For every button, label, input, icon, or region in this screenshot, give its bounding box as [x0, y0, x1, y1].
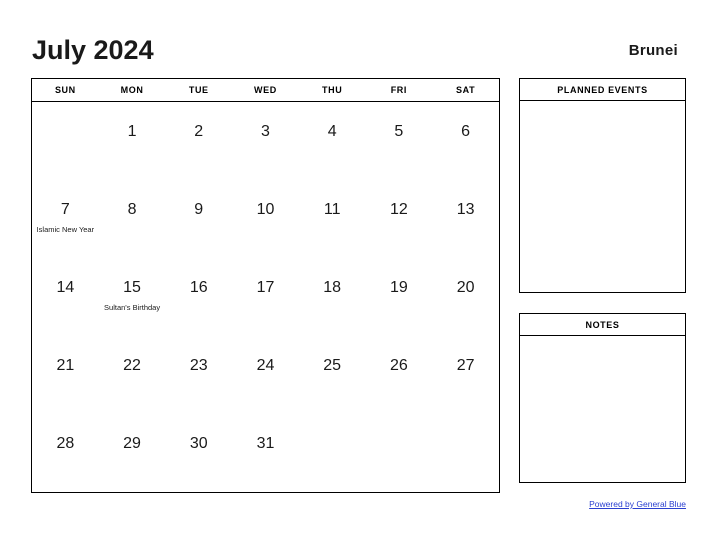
- day-event: [165, 452, 232, 459]
- notes-panel: [519, 313, 686, 483]
- day-event: [366, 218, 433, 225]
- day-number: [299, 414, 366, 436]
- day-event: [32, 124, 99, 131]
- day-event: [32, 452, 99, 459]
- day-number: 31: [256, 434, 275, 452]
- calendar-week-row: [32, 414, 499, 492]
- day-event: [366, 296, 433, 303]
- calendar-day-cell[interactable]: [99, 336, 166, 414]
- day-number: 16: [189, 278, 208, 296]
- day-event: [32, 374, 99, 381]
- day-event: [432, 296, 499, 303]
- calendar-day-cell[interactable]: [32, 336, 99, 414]
- footer: [519, 494, 686, 512]
- day-number: 2: [194, 123, 204, 140]
- day-number: 5: [394, 123, 404, 140]
- day-number: 18: [323, 278, 342, 296]
- calendar-day-cell[interactable]: [299, 102, 366, 180]
- weekday-header-sat: SAT: [432, 79, 499, 102]
- day-event: Islamic New Year: [36, 224, 95, 234]
- day-event: [432, 140, 499, 147]
- calendar-day-cell[interactable]: [32, 414, 99, 492]
- country-label: Brunei: [628, 41, 678, 59]
- day-event: [299, 374, 366, 381]
- calendar-day-cell[interactable]: [99, 180, 166, 258]
- day-event: [99, 374, 166, 381]
- day-number: 24: [256, 356, 275, 374]
- day-event: [99, 452, 166, 459]
- calendar-day-cell[interactable]: [366, 258, 433, 336]
- calendar-week-row: [32, 102, 499, 180]
- day-event: [165, 296, 232, 303]
- day-event: Sultan's Birthday: [104, 302, 161, 312]
- planned-events-panel: [519, 78, 686, 293]
- day-number: 17: [256, 278, 275, 296]
- day-number: [366, 414, 433, 436]
- day-number: 15: [123, 278, 141, 296]
- day-number: 1: [127, 123, 137, 140]
- day-number: 25: [323, 356, 342, 374]
- calendar-day-cell[interactable]: [432, 414, 499, 492]
- calendar-header-row: [32, 79, 499, 102]
- page-header: [32, 30, 680, 70]
- day-event: [99, 140, 166, 147]
- day-event: [232, 452, 299, 459]
- day-number: 22: [123, 356, 141, 374]
- weekday-header-wed: WED: [232, 79, 299, 102]
- day-event: [366, 140, 433, 147]
- calendar-week-row: [32, 180, 499, 258]
- day-number: 30: [189, 434, 208, 452]
- calendar-day-cell[interactable]: [232, 180, 299, 258]
- day-event: [432, 374, 499, 381]
- calendar-day-cell[interactable]: [99, 258, 166, 336]
- calendar-day-cell[interactable]: [165, 102, 232, 180]
- day-event: [299, 140, 366, 147]
- calendar-day-cell[interactable]: [165, 336, 232, 414]
- day-number: 11: [323, 200, 341, 218]
- notes-writing-area[interactable]: [520, 336, 685, 504]
- calendar-day-cell[interactable]: [366, 180, 433, 258]
- day-number: 27: [456, 356, 475, 374]
- calendar-day-cell[interactable]: [32, 180, 99, 258]
- day-number: 7: [60, 200, 70, 218]
- calendar-day-cell[interactable]: [165, 258, 232, 336]
- planned-events-writing-area[interactable]: [520, 101, 685, 314]
- calendar-day-cell[interactable]: [232, 102, 299, 180]
- day-number: 6: [461, 123, 471, 140]
- day-event: [299, 296, 366, 303]
- day-number: 28: [56, 434, 75, 452]
- day-number: 20: [456, 278, 475, 296]
- powered-by-link[interactable]: Powered by General Blue: [589, 499, 686, 509]
- calendar-day-cell[interactable]: [232, 258, 299, 336]
- day-event: [32, 296, 99, 303]
- calendar-day-cell[interactable]: [99, 102, 166, 180]
- notes-title: NOTES: [520, 314, 685, 336]
- calendar-day-cell[interactable]: [299, 180, 366, 258]
- day-number: 23: [189, 356, 208, 374]
- day-number: 12: [389, 200, 408, 218]
- planned-events-title: PLANNED EVENTS: [520, 79, 685, 101]
- calendar-day-cell[interactable]: [32, 102, 99, 180]
- day-event: [232, 296, 299, 303]
- day-event: [232, 374, 299, 381]
- calendar-day-cell[interactable]: [366, 336, 433, 414]
- day-number: 8: [127, 200, 137, 218]
- calendar-day-cell[interactable]: [99, 414, 166, 492]
- day-event: [99, 218, 166, 225]
- day-event: [432, 218, 499, 225]
- weekday-header-sun: SUN: [32, 79, 99, 102]
- calendar-day-cell[interactable]: [432, 180, 499, 258]
- day-event: [165, 218, 232, 225]
- calendar-body: [32, 102, 499, 492]
- weekday-header-thu: THU: [299, 79, 366, 102]
- calendar-day-cell[interactable]: [232, 336, 299, 414]
- calendar-day-cell[interactable]: [232, 414, 299, 492]
- page-title: July 2024: [32, 34, 154, 65]
- day-number: 10: [256, 200, 275, 218]
- calendar-day-cell[interactable]: [432, 336, 499, 414]
- day-number: [32, 102, 99, 124]
- day-number: 21: [56, 356, 75, 374]
- day-number: 14: [56, 278, 75, 296]
- weekday-header-mon: MON: [99, 79, 166, 102]
- day-event: [165, 374, 232, 381]
- day-event: [232, 218, 299, 225]
- weekday-header-tue: TUE: [165, 79, 232, 102]
- calendar-day-cell[interactable]: [165, 180, 232, 258]
- calendar-day-cell[interactable]: [366, 102, 433, 180]
- calendar-week-row: [32, 258, 499, 336]
- day-number: 4: [327, 123, 337, 140]
- calendar-day-cell[interactable]: [299, 336, 366, 414]
- day-event: [366, 436, 433, 443]
- calendar-day-cell[interactable]: [165, 414, 232, 492]
- weekday-header-fri: FRI: [366, 79, 433, 102]
- day-event: [165, 140, 232, 147]
- day-event: [299, 218, 366, 225]
- calendar-day-cell[interactable]: [366, 414, 433, 492]
- day-event: [366, 374, 433, 381]
- calendar-day-cell[interactable]: [432, 102, 499, 180]
- calendar-day-cell[interactable]: [432, 258, 499, 336]
- day-number: 3: [261, 123, 270, 140]
- day-event: [299, 436, 366, 443]
- day-number: 13: [456, 200, 475, 218]
- calendar-day-cell[interactable]: [299, 414, 366, 492]
- calendar-week-row: [32, 336, 499, 414]
- calendar-grid: [31, 78, 500, 493]
- day-number: 9: [194, 200, 204, 218]
- day-number: 19: [389, 278, 408, 296]
- calendar-day-cell[interactable]: [299, 258, 366, 336]
- day-event: [232, 140, 299, 147]
- day-number: 29: [123, 434, 141, 452]
- day-event: [432, 436, 499, 443]
- calendar-day-cell[interactable]: [32, 258, 99, 336]
- calendar-table: [32, 79, 499, 492]
- day-number: 26: [389, 356, 408, 374]
- day-number: [432, 414, 499, 436]
